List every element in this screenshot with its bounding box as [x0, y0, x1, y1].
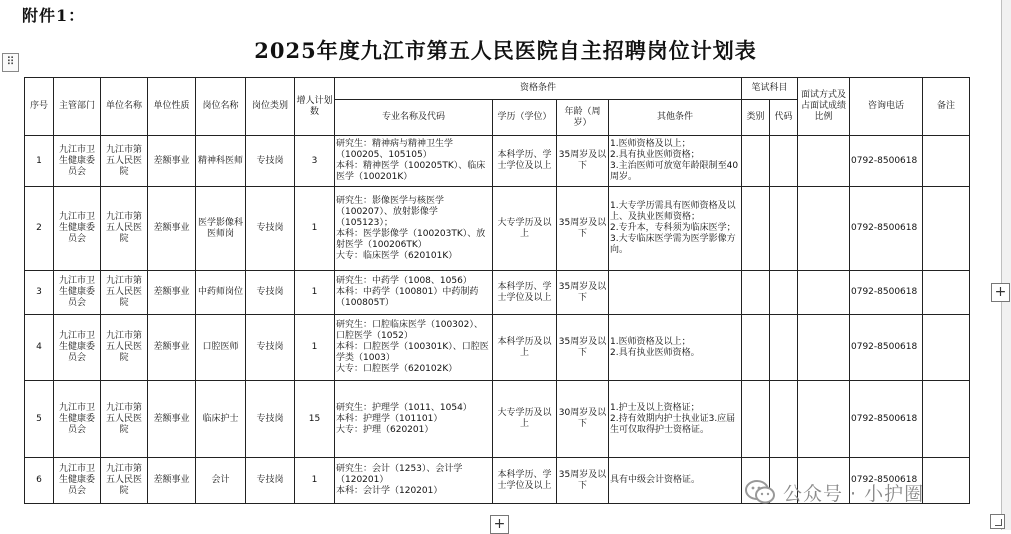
cell-interview [798, 381, 850, 458]
cell-post-name: 会计 [196, 458, 246, 504]
cell-exam-code [770, 187, 798, 271]
cell-post-name: 口腔医师 [196, 315, 246, 381]
cell-education: 本科学历及以上 [493, 315, 557, 381]
header-unit-type: 单位性质 [148, 78, 196, 136]
cell-post-name: 中药师岗位 [196, 271, 246, 315]
cell-age: 35周岁及以下 [557, 271, 609, 315]
cell-exam-type [742, 381, 770, 458]
cell-dept: 九江市卫生健康委员会 [54, 381, 101, 458]
header-other: 其他条件 [609, 100, 742, 136]
page-margin [1002, 0, 1011, 530]
table-row [25, 271, 970, 315]
watermark [745, 474, 924, 510]
cell-dept: 九江市卫生健康委员会 [54, 187, 101, 271]
cell-exam-code [770, 136, 798, 187]
cell-age: 35周岁及以下 [557, 136, 609, 187]
cell-exam-code [770, 315, 798, 381]
cell-remark [923, 136, 970, 187]
cell-interview [798, 187, 850, 271]
cell-interview [798, 315, 850, 381]
header-post-type: 岗位类别 [246, 78, 295, 136]
cell-post-type: 专技岗 [246, 271, 295, 315]
cell-exam-code [770, 381, 798, 458]
cell-phone: 0792-8500618 [850, 381, 923, 458]
cell-post-type: 专技岗 [246, 136, 295, 187]
cell-remark [923, 315, 970, 381]
cell-count: 1 [295, 315, 335, 381]
cell-major: 研究生：会计（1253）、会计学（120201） 本科：会计学（120201） [335, 458, 493, 504]
table-row [25, 187, 970, 271]
cell-age: 35周岁及以下 [557, 458, 609, 504]
cell-unit-type: 差额事业 [148, 271, 196, 315]
cell-other: 具有中级会计资格证。 [609, 458, 742, 504]
cell-unit-type: 差额事业 [148, 458, 196, 504]
header-remark: 备注 [923, 78, 970, 136]
header-written-exam: 笔试科目 [742, 78, 798, 100]
cell-count: 1 [295, 187, 335, 271]
table-resize-handle[interactable] [990, 514, 1005, 529]
watermark-text: 公众号 · 小护圈 [783, 482, 925, 505]
cell-other: 1.大专学历需具有医师资格及以上、及执业医师资格； 2.专升本，专科须为临床医学； 3.大专临床医学需为医学影像方向。 [609, 187, 742, 271]
header-unit: 单位名称 [101, 78, 148, 136]
cell-remark [923, 187, 970, 271]
cell-education: 大专学历及以上 [493, 381, 557, 458]
cell-phone: 0792-8500618 [850, 315, 923, 381]
cell-unit: 九江市第五人民医院 [101, 381, 148, 458]
cell-phone: 0792-8500618 [850, 271, 923, 315]
cell-count: 3 [295, 136, 335, 187]
table-move-handle[interactable]: ⠿ [2, 53, 19, 72]
cell-seq: 6 [25, 458, 54, 504]
cell-major: 研究生：口腔临床医学（100302）、口腔医学（1052） 本科：口腔医学（100301K）、口腔医学类（1003） 大专：口腔医学（620102K） [335, 315, 493, 381]
cell-post-name: 医学影像科医师岗 [196, 187, 246, 271]
cell-major: 研究生：护理学（1011、1054） 本科：护理学（101101） 大专：护理（620201） [335, 381, 493, 458]
cell-other: 1.医师资格及以上； 2.具有执业医师资格。 [609, 315, 742, 381]
cell-seq: 4 [25, 315, 54, 381]
cell-dept: 九江市卫生健康委员会 [54, 315, 101, 381]
cell-exam-type [742, 271, 770, 315]
cell-seq: 1 [25, 136, 54, 187]
cell-remark [923, 271, 970, 315]
cell-unit: 九江市第五人民医院 [101, 315, 148, 381]
cell-count: 15 [295, 381, 335, 458]
cell-unit: 九江市第五人民医院 [101, 271, 148, 315]
recruitment-table [24, 77, 970, 504]
header-phone: 咨询电话 [850, 78, 923, 136]
header-seq: 序号 [25, 78, 54, 136]
cell-education: 大专学历及以上 [493, 187, 557, 271]
header-major: 专业名称及代码 [335, 100, 493, 136]
cell-education: 本科学历、学士学位及以上 [493, 271, 557, 315]
attachment-label: 附件1： [22, 6, 86, 25]
cell-other: 1.护士及以上资格证； 2.持有效期内护士执业证3.应届生可仅取得护士资格证。 [609, 381, 742, 458]
cell-other: 1.医师资格及以上； 2.具有执业医师资格； 3.主治医师可放宽年龄限制至40周岁。 [609, 136, 742, 187]
cell-unit: 九江市第五人民医院 [101, 136, 148, 187]
cell-phone: 0792-8500618 [850, 136, 923, 187]
cell-remark [923, 381, 970, 458]
cell-seq: 5 [25, 381, 54, 458]
cell-dept: 九江市卫生健康委员会 [54, 458, 101, 504]
cell-exam-type [742, 187, 770, 271]
cell-unit-type: 差额事业 [148, 381, 196, 458]
add-row-button[interactable]: + [490, 515, 509, 534]
cell-remark [923, 458, 970, 504]
document-title: 2025年度九江市第五人民医院自主招聘岗位计划表 [254, 38, 757, 63]
cell-phone: 0792-8500618 [850, 187, 923, 271]
cell-unit: 九江市第五人民医院 [101, 187, 148, 271]
header-exam-type: 类别 [742, 100, 770, 136]
header-row-1 [25, 78, 970, 100]
cell-count: 1 [295, 271, 335, 315]
cell-exam-type [742, 315, 770, 381]
cell-age: 35周岁及以下 [557, 315, 609, 381]
cell-post-type: 专技岗 [246, 315, 295, 381]
cell-seq: 2 [25, 187, 54, 271]
cell-dept: 九江市卫生健康委员会 [54, 271, 101, 315]
header-post-name: 岗位名称 [196, 78, 246, 136]
cell-post-type: 专技岗 [246, 458, 295, 504]
cell-major: 研究生：影像医学与核医学（100207）、放射影像学（105123）； 本科：医学影像学（100203TK）、放射医学（100206TK） 大专：临床医学（620101K） [335, 187, 493, 271]
header-age: 年龄（周岁） [557, 100, 609, 136]
header-dept: 主管部门 [54, 78, 101, 136]
wechat-icon [745, 479, 775, 505]
cell-exam-code [770, 271, 798, 315]
cell-major: 研究生：精神病与精神卫生学（100205、105105） 本科：精神医学（100205TK）、临床医学（100201K） [335, 136, 493, 187]
cell-post-name: 精神科医师 [196, 136, 246, 187]
cell-phone: 0792-8500618 [850, 458, 923, 504]
cell-dept: 九江市卫生健康委员会 [54, 136, 101, 187]
table-row [25, 381, 970, 458]
cell-post-name: 临床护士 [196, 381, 246, 458]
header-exam-code: 代码 [770, 100, 798, 136]
cell-age: 35周岁及以下 [557, 187, 609, 271]
header-count: 增人计划数 [295, 78, 335, 136]
cell-unit-type: 差额事业 [148, 136, 196, 187]
cell-education: 本科学历、学士学位及以上 [493, 458, 557, 504]
header-qualifications: 资格条件 [335, 78, 742, 100]
table-row [25, 315, 970, 381]
cell-unit-type: 差额事业 [148, 187, 196, 271]
cell-major: 研究生：中药学（1008、1056） 本科：中药学（100801）中药制药（100805T） [335, 271, 493, 315]
cell-education: 本科学历、学士学位及以上 [493, 136, 557, 187]
cell-unit: 九江市第五人民医院 [101, 458, 148, 504]
cell-post-type: 专技岗 [246, 381, 295, 458]
cell-post-type: 专技岗 [246, 187, 295, 271]
cell-exam-type [742, 136, 770, 187]
cell-count: 1 [295, 458, 335, 504]
cell-unit-type: 差额事业 [148, 315, 196, 381]
cell-interview [798, 136, 850, 187]
cell-other [609, 271, 742, 315]
cell-seq: 3 [25, 271, 54, 315]
cell-age: 30周岁及以下 [557, 381, 609, 458]
cell-interview [798, 271, 850, 315]
header-education: 学历（学位） [493, 100, 557, 136]
header-interview: 面试方式及占面试成绩比例 [798, 78, 850, 136]
add-column-button[interactable]: + [991, 283, 1010, 302]
table-row [25, 136, 970, 187]
